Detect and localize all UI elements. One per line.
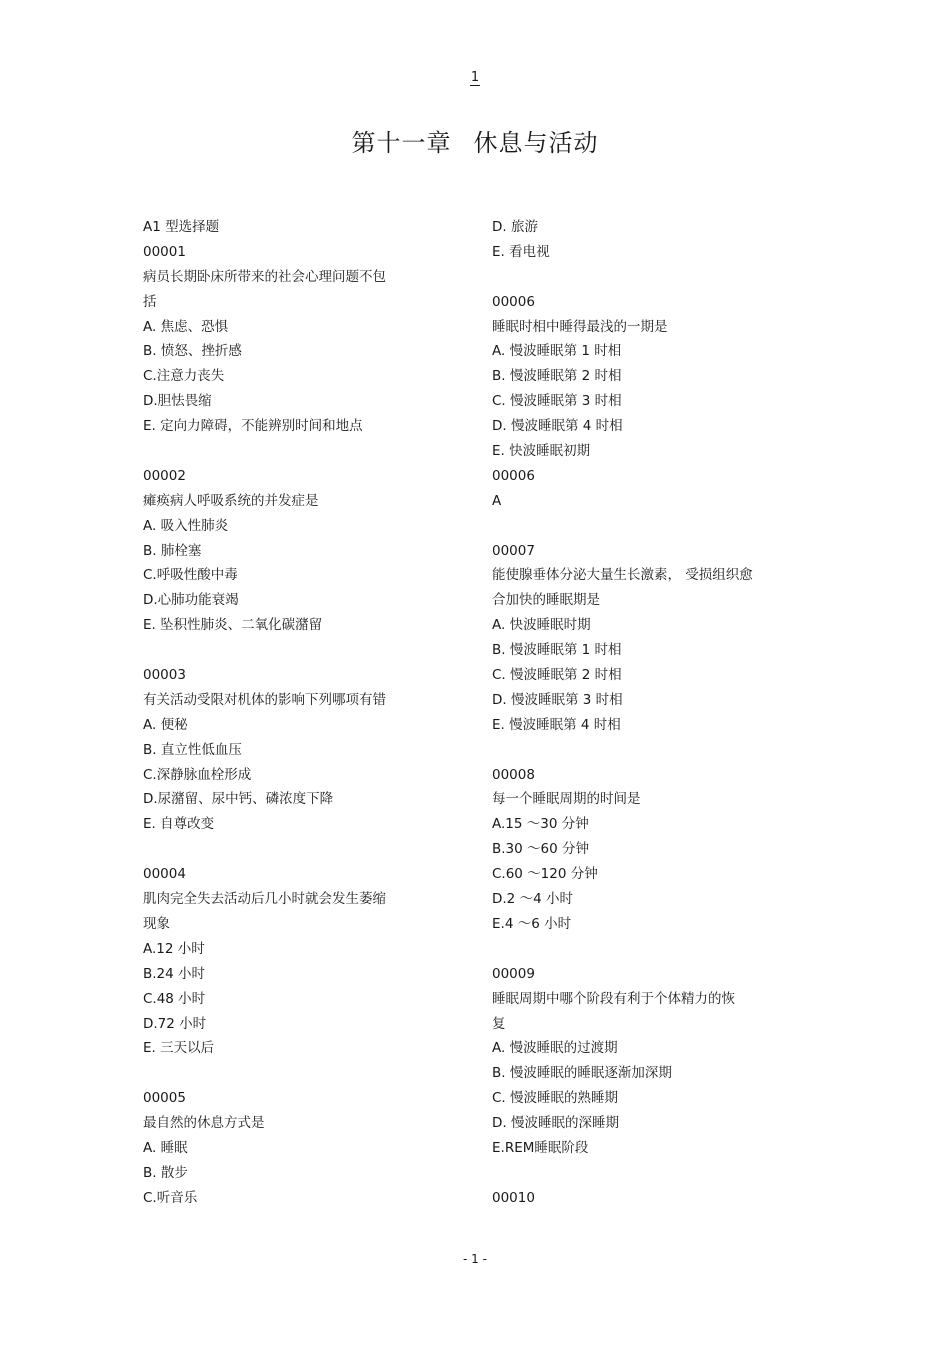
text-line: E. 坠积性肺炎、二氧化碳潴留 <box>143 617 323 634</box>
text-line: A. 快波睡眠时期 <box>492 617 591 634</box>
text-line: A. 慢波睡眠第 1 时相 <box>492 343 622 360</box>
spacer <box>143 837 443 862</box>
page-number: - 1 - <box>463 1252 487 1266</box>
text-line: E. 自尊改变 <box>143 816 215 833</box>
text-line: C. 慢波睡眠的熟睡期 <box>492 1090 619 1107</box>
text-line: 每一个睡眠周期的时间是 <box>492 791 641 808</box>
text-line: 瘫痪病人呼吸系统的并发症是 <box>143 492 319 509</box>
text-line: 睡眠时相中睡得最浅的一期是 <box>492 318 668 335</box>
text-line: D.胆怯畏缩 <box>143 393 212 410</box>
text-line: C. 慢波睡眠第 3 时相 <box>492 393 622 410</box>
text-line: E. 快波睡眠初期 <box>492 443 591 460</box>
text-line: E. 慢波睡眠第 4 时相 <box>492 716 621 733</box>
text-line: C.60 ～120 分钟 <box>492 866 598 883</box>
text-line: 00006 <box>492 293 535 310</box>
text-line: D. 慢波睡眠第 3 时相 <box>492 691 623 708</box>
chapter-number: 第十一章 <box>351 129 452 157</box>
text-line: E.REM睡眠阶段 <box>492 1139 589 1156</box>
spacer <box>492 738 822 763</box>
text-line: D.72 小时 <box>143 1015 207 1032</box>
text-line: A. 慢波睡眠的过渡期 <box>492 1040 618 1057</box>
text-line: B. 肺栓塞 <box>143 542 202 559</box>
text-line: D.尿潴留、尿中钙、磷浓度下降 <box>143 791 334 808</box>
text-line: C.听音乐 <box>143 1189 198 1206</box>
text-line: 00006 <box>492 467 535 484</box>
text-line: A <box>492 492 502 509</box>
text-line: C.深静脉血栓形成 <box>143 766 252 783</box>
text-line: 00010 <box>492 1189 535 1206</box>
text-line: A. 便秘 <box>143 716 188 733</box>
text-line: A1 型选择题 <box>143 219 220 235</box>
text-line: 00005 <box>143 1090 186 1107</box>
text-line: D.心肺功能衰竭 <box>143 592 239 609</box>
text-line: A. 焦虑、恐惧 <box>143 318 229 335</box>
spacer <box>492 265 822 290</box>
spacer <box>492 514 822 539</box>
text-line: B.30 ～60 分钟 <box>492 841 589 858</box>
text-line: 能使腺垂体分泌大量生长激素， 受损组织愈 <box>492 567 753 584</box>
text-line: B.24 小时 <box>143 965 206 982</box>
text-line: B. 慢波睡眠的睡眠逐渐加深期 <box>492 1065 672 1082</box>
text-line: D. 慢波睡眠的深睡期 <box>492 1115 619 1132</box>
text-line: D. 慢波睡眠第 4 时相 <box>492 418 623 435</box>
text-line: B. 慢波睡眠第 2 时相 <box>492 368 622 385</box>
text-line: D. 旅游 <box>492 219 538 235</box>
text-line: 病员长期卧床所带来的社会心理问题不包 <box>143 268 386 285</box>
text-line: A.12 小时 <box>143 940 205 957</box>
chapter-topic: 休息与活动 <box>473 129 599 157</box>
text-line: A. 睡眠 <box>143 1139 188 1156</box>
text-line: 有关活动受限对机体的影响下列哪项有错 <box>143 691 386 708</box>
left-column <box>143 215 443 1211</box>
spacer <box>492 937 822 962</box>
text-line: 现象 <box>143 915 170 932</box>
text-line: 00001 <box>143 243 186 260</box>
text-line: E.4 ～6 小时 <box>492 915 572 932</box>
text-line: 00009 <box>492 965 535 982</box>
text-line: E. 看电视 <box>492 243 550 260</box>
text-line: A. 吸入性肺炎 <box>143 517 229 534</box>
text-line: 00002 <box>143 467 186 484</box>
text-line: E. 定向力障碍，不能辨别时间和地点 <box>143 418 363 435</box>
text-line: C.呼吸性酸中毒 <box>143 567 238 584</box>
text-line: C.注意力丧失 <box>143 368 225 385</box>
text-line: 肌肉完全失去活动后几小时就会发生萎缩 <box>143 891 386 908</box>
text-line: B. 慢波睡眠第 1 时相 <box>492 642 622 659</box>
text-line: D.2 ～4 小时 <box>492 891 573 908</box>
text-line: A.15 ～30 分钟 <box>492 816 589 833</box>
text-line: C. 慢波睡眠第 2 时相 <box>492 667 622 684</box>
text-line: 00008 <box>492 766 535 783</box>
page-marker: 1 <box>470 70 480 85</box>
spacer <box>143 638 443 663</box>
text-line: 合加快的睡眠期是 <box>492 592 600 609</box>
text-line: E. 三天以后 <box>143 1040 215 1057</box>
spacer <box>492 1161 822 1186</box>
text-line: 最自然的休息方式是 <box>143 1115 265 1132</box>
text-line: B. 愤怒、挫折感 <box>143 343 242 360</box>
spacer <box>143 439 443 464</box>
text-line: B. 散步 <box>143 1164 188 1181</box>
text-line: 00003 <box>143 667 186 684</box>
text-line: B. 直立性低血压 <box>143 741 242 758</box>
text-line: C.48 小时 <box>143 990 206 1007</box>
text-line: 00007 <box>492 542 535 559</box>
text-line: 睡眠周期中哪个阶段有利于个体精力的恢 <box>492 990 735 1007</box>
right-column <box>492 215 822 1211</box>
text-line: 00004 <box>143 866 186 883</box>
text-line: 括 <box>143 293 157 310</box>
text-line: 复 <box>492 1015 506 1032</box>
spacer <box>143 1061 443 1086</box>
chapter-title <box>0 123 950 158</box>
